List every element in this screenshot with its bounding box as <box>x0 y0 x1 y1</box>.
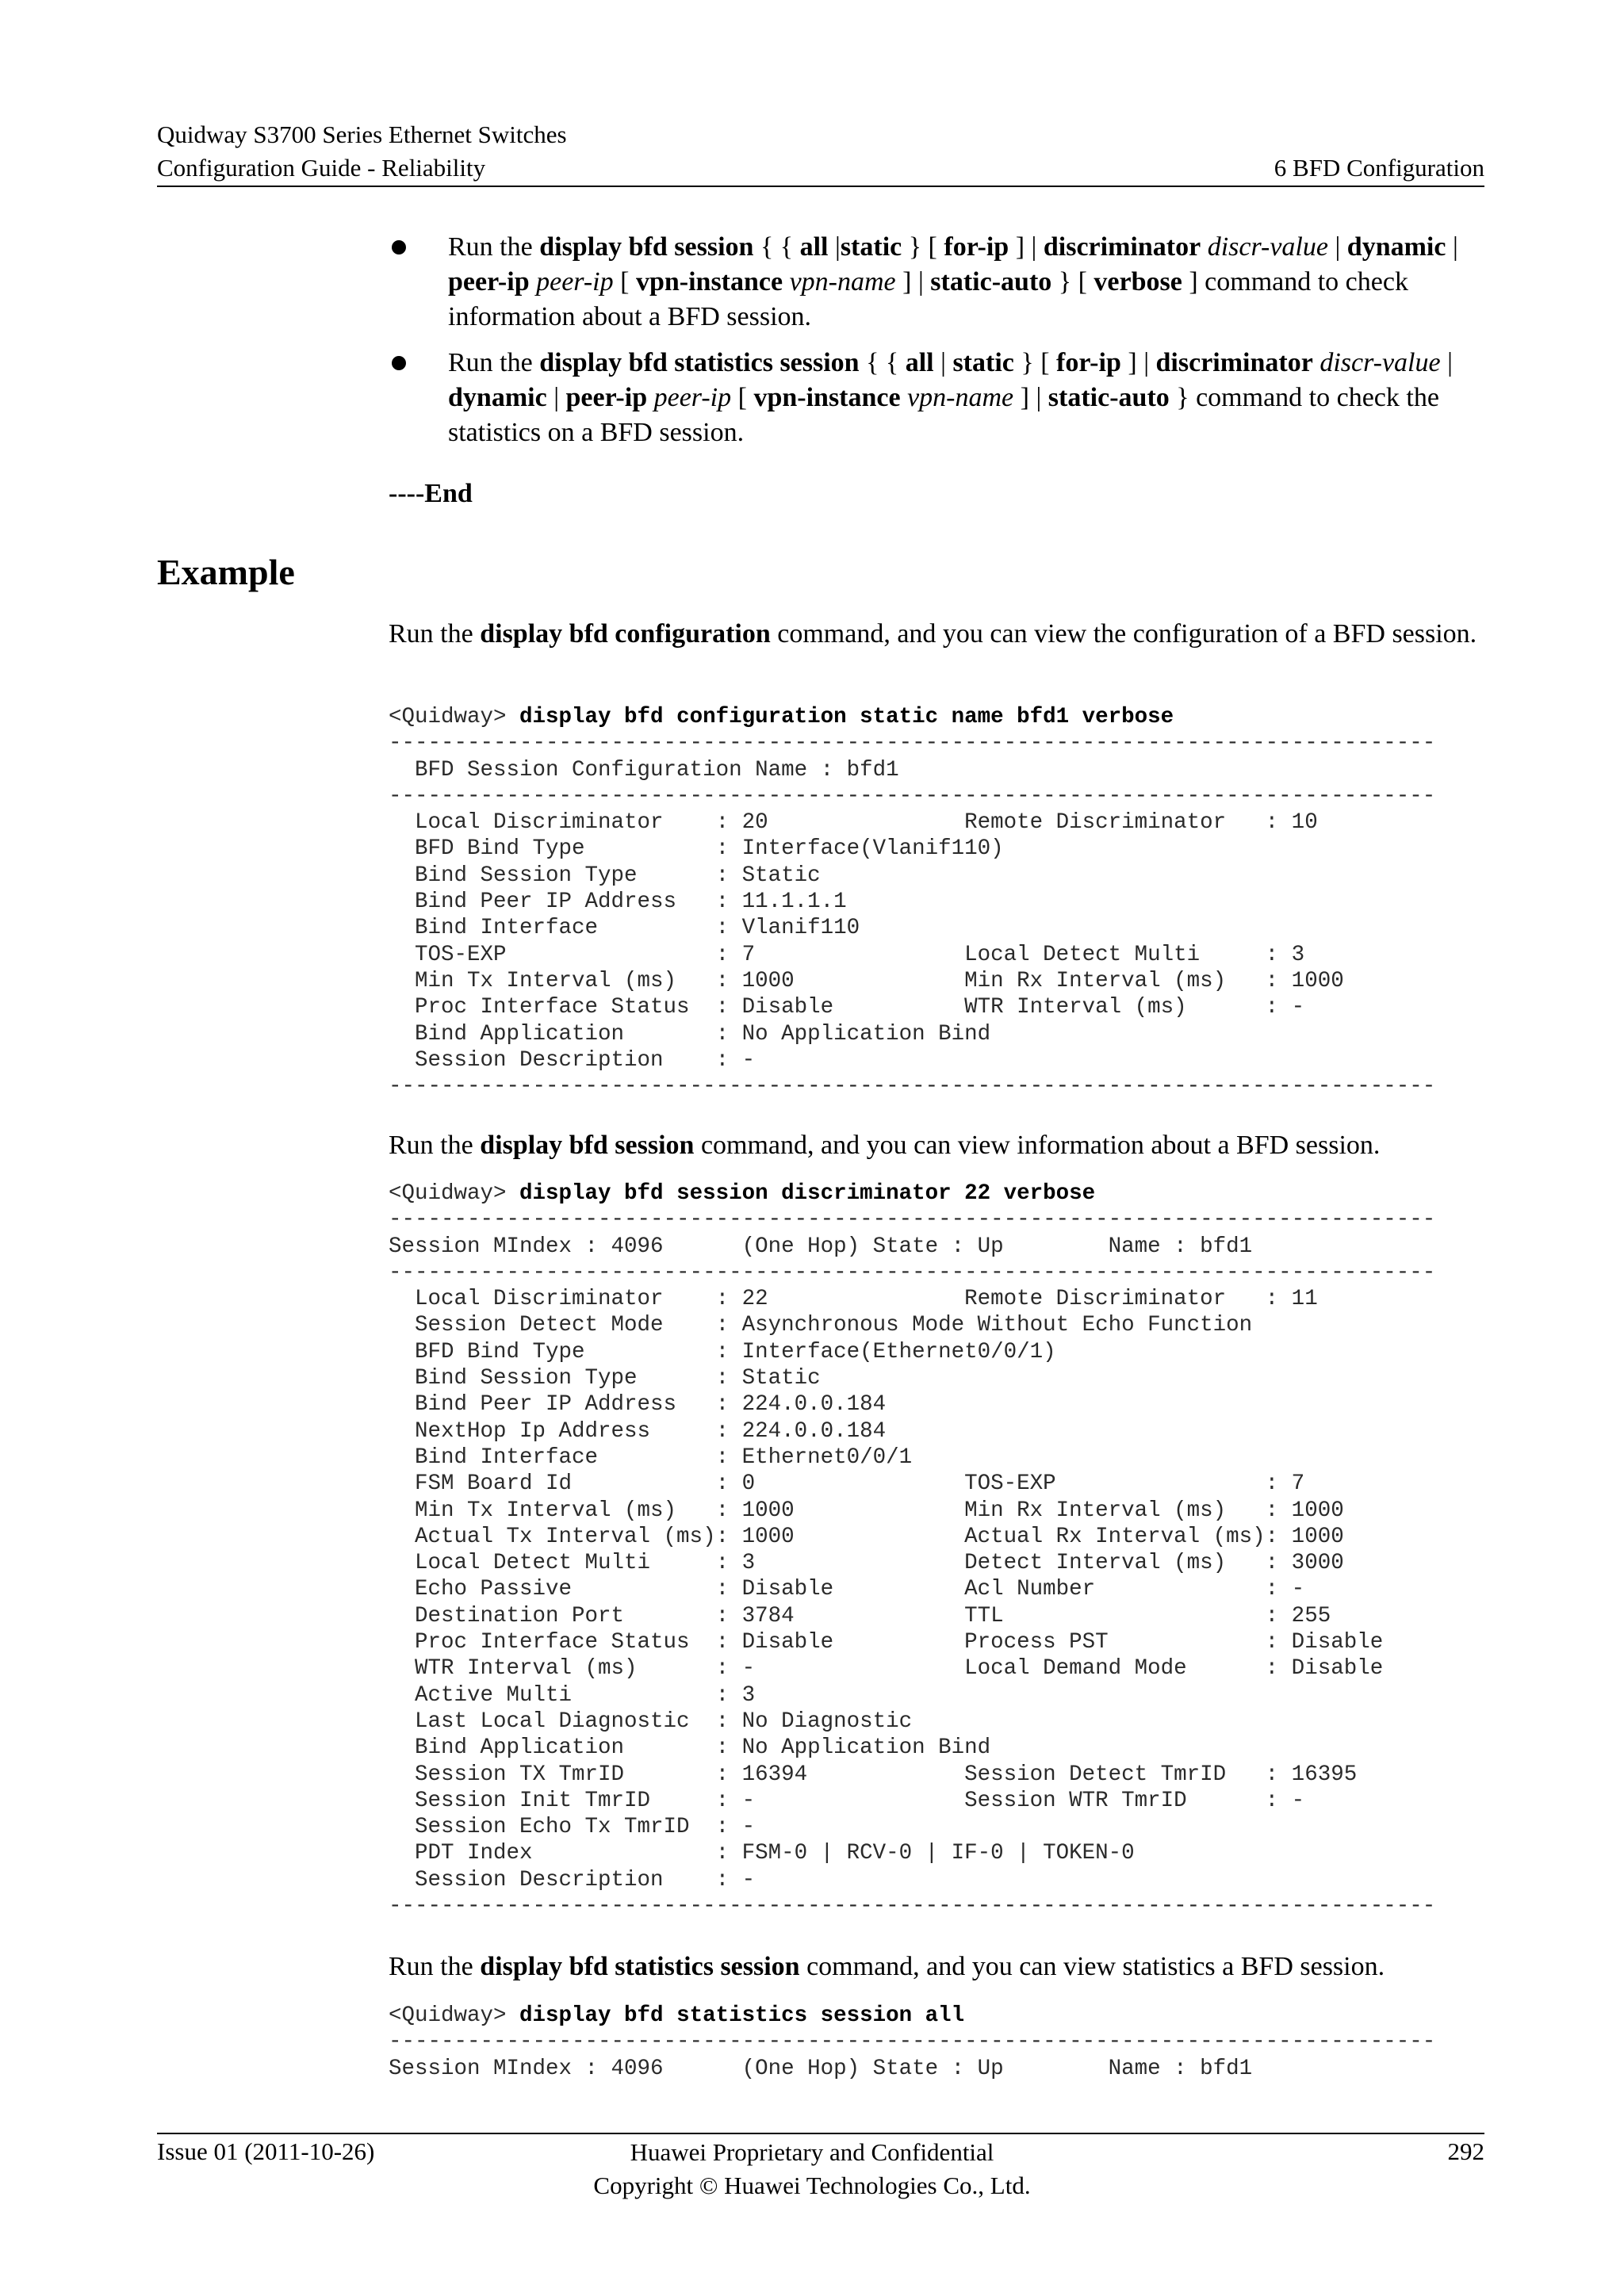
bold-keyword: static <box>952 348 1014 377</box>
output-line: TOS-EXP : 7 Local Detect Multi : 3 <box>389 942 1305 967</box>
text-run: | <box>1440 348 1453 377</box>
code-block-session <box>389 1181 1435 1919</box>
text-run <box>1201 232 1208 262</box>
procedure-end-mark: ----End <box>389 479 473 508</box>
text-run: ] command to check information about a BFD session. <box>448 267 1408 331</box>
output-line: BFD Session Configuration Name : bfd1 <box>389 757 899 783</box>
output-line: Session Echo Tx TmrID : - <box>389 1815 756 1840</box>
example-paragraph-configuration <box>389 617 1486 652</box>
text-run: command, and you can view information about a BFD session. <box>694 1131 1381 1160</box>
command-line <box>389 2003 1435 2029</box>
output-line: WTR Interval (ms) : - Local Demand Mode : Disable <box>389 1656 1384 1682</box>
text-run: ] | <box>1009 232 1044 262</box>
bold-keyword: display bfd statistics session <box>539 348 860 377</box>
bold-keyword: static-auto <box>930 267 1052 297</box>
footer-copyright: Copyright © Huawei Technologies Co., Ltd. <box>593 2172 1031 2199</box>
command-prompt: <Quidway> <box>389 1181 520 1206</box>
example-paragraph-session <box>389 1128 1486 1163</box>
text-run: Run the <box>448 232 540 262</box>
command-text: display bfd configuration static name bfd1 verbose <box>519 705 1174 729</box>
bullet-dot-icon <box>392 356 406 370</box>
bold-keyword: peer-ip <box>565 383 648 412</box>
output-line: Bind Peer IP Address : 224.0.0.184 <box>389 1392 887 1418</box>
output-line: Min Tx Interval (ms) : 1000 Min Rx Interval (ms) : 1000 <box>389 1498 1344 1523</box>
text-run <box>901 383 908 412</box>
command-text: display bfd session discriminator 22 verbose <box>519 1181 1096 1206</box>
text-run: | <box>828 232 841 262</box>
output-line: Actual Tx Interval (ms): 1000 Actual Rx Interval (ms): 1000 <box>389 1524 1344 1549</box>
bold-keyword: discriminator <box>1155 348 1313 377</box>
output-line: Session MIndex : 4096 (One Hop) State : Up Name : bfd1 <box>389 1234 1253 1259</box>
bullet-item <box>389 230 1486 335</box>
output-line: Session Detect Mode : Asynchronous Mode Without Echo Function <box>389 1313 1253 1338</box>
output-line: Local Discriminator : 20 Remote Discriminator : 10 <box>389 810 1318 836</box>
output-line: PDT Index : FSM-0 | RCV-0 | IF-0 | TOKEN-0 <box>389 1841 1135 1866</box>
code-block-statistics <box>389 2003 1435 2082</box>
italic-parameter: vpn-name <box>789 267 896 297</box>
output-line: BFD Bind Type : Interface(Ethernet0/0/1) <box>389 1339 1056 1364</box>
bold-keyword: dynamic <box>1346 232 1446 262</box>
text-run: ] | <box>1120 348 1156 377</box>
italic-parameter: discr-value <box>1207 232 1328 262</box>
text-run: Run the <box>389 619 481 649</box>
bold-keyword: peer-ip <box>448 267 530 297</box>
command-line <box>389 704 1435 730</box>
bold-keyword: display bfd session <box>539 232 754 262</box>
command-prompt: <Quidway> <box>389 705 520 729</box>
bold-keyword: for-ip <box>944 232 1009 262</box>
output-line: -------------------------------------------------------------------------------- <box>389 1260 1436 1285</box>
text-run: ] | <box>1013 383 1048 412</box>
output-line: Destination Port : 3784 TTL : 255 <box>389 1603 1331 1628</box>
output-line: Session Description : - <box>389 1867 756 1892</box>
output-line: Proc Interface Status : Disable Process PST : Disable <box>389 1630 1384 1655</box>
output-line: Session Description : - <box>389 1047 756 1073</box>
output-line: Session Init TmrID : - Session WTR TmrID : - <box>389 1788 1305 1813</box>
italic-parameter: vpn-name <box>907 383 1014 412</box>
text-run: } [ <box>1051 267 1094 297</box>
output-line: -------------------------------------------------------------------------------- <box>389 1074 1436 1100</box>
bullet-dot-icon <box>392 240 406 254</box>
output-line: Min Tx Interval (ms) : 1000 Min Rx Interval (ms) : 1000 <box>389 968 1344 993</box>
text-run: | <box>1327 232 1347 262</box>
text-run: | <box>933 348 953 377</box>
text-run: | <box>1446 232 1458 262</box>
output-line: Bind Interface : Ethernet0/0/1 <box>389 1445 913 1470</box>
output-line: Bind Peer IP Address : 11.1.1.1 <box>389 890 847 915</box>
output-line: Last Local Diagnostic : No Diagnostic <box>389 1709 913 1734</box>
output-line: Bind Session Type : Static <box>389 1366 821 1391</box>
header-rule <box>157 186 1484 187</box>
text-run: [ <box>613 267 636 297</box>
output-line: BFD Bind Type : Interface(Vlanif110) <box>389 836 1004 862</box>
italic-parameter: peer-ip <box>653 383 732 412</box>
footer-confidential: Huawei Proprietary and Confidential <box>630 2138 994 2166</box>
text-run: } command to check the statistics on a BFD session. <box>448 383 1439 447</box>
output-line: -------------------------------------------------------------------------------- <box>389 1207 1436 1233</box>
output-line: Local Discriminator : 22 Remote Discriminator : 11 <box>389 1287 1318 1312</box>
bold-keyword: static-auto <box>1048 383 1170 412</box>
output-line: Local Detect Multi : 3 Detect Interval (ms) : 3000 <box>389 1551 1344 1576</box>
output-line: Bind Interface : Vlanif110 <box>389 916 860 941</box>
bold-keyword: verbose <box>1094 267 1182 297</box>
output-line: Echo Passive : Disable Acl Number : - <box>389 1577 1305 1602</box>
output-line: -------------------------------------------------------------------------------- <box>389 2030 1436 2055</box>
output-line: -------------------------------------------------------------------------------- <box>389 783 1436 809</box>
footer-page-number: 292 <box>1447 2137 1484 2165</box>
text-run: Run the <box>448 348 540 377</box>
text-run: command, and you can view the configuration of a BFD session. <box>770 619 1477 649</box>
bold-keyword: display bfd statistics session <box>480 1952 800 1981</box>
bold-keyword: vpn-instance <box>635 267 783 297</box>
command-line <box>389 1181 1435 1207</box>
footer-rule <box>157 2133 1484 2134</box>
text-run: } [ <box>1013 348 1057 377</box>
text-run <box>530 267 537 297</box>
text-run: [ <box>731 383 754 412</box>
command-text: display bfd statistics session all <box>519 2003 965 2028</box>
output-line: Session MIndex : 4096 (One Hop) State : Up Name : bfd1 <box>389 2056 1253 2081</box>
bullet-item <box>389 346 1486 450</box>
output-line: Proc Interface Status : Disable WTR Interval (ms) : - <box>389 995 1305 1020</box>
output-line: NextHop Ip Address : 224.0.0.184 <box>389 1418 887 1444</box>
italic-parameter: discr-value <box>1320 348 1441 377</box>
bold-keyword: all <box>905 348 934 377</box>
bullet-text <box>448 348 1453 447</box>
output-line: FSM Board Id : 0 TOS-EXP : 7 <box>389 1471 1305 1497</box>
output-line: Bind Application : No Application Bind <box>389 1735 991 1761</box>
text-run: Run the <box>389 1131 481 1160</box>
bold-keyword: static <box>840 232 902 262</box>
footer-center <box>0 2136 1624 2202</box>
text-run: { { <box>859 348 906 377</box>
code-block-configuration <box>389 704 1435 1100</box>
italic-parameter: peer-ip <box>536 267 614 297</box>
text-run: { { <box>753 232 800 262</box>
text-run: ] | <box>895 267 931 297</box>
output-line: -------------------------------------------------------------------------------- <box>389 1894 1436 1919</box>
text-run: } [ <box>902 232 944 262</box>
bold-keyword: display bfd session <box>480 1131 695 1160</box>
text-run <box>647 383 654 412</box>
command-bullet-list <box>389 230 1486 461</box>
bullet-text <box>448 232 1458 331</box>
bold-keyword: display bfd configuration <box>480 619 771 649</box>
text-run: | <box>546 383 566 412</box>
example-paragraph-statistics <box>389 1950 1486 1984</box>
text-run: command, and you can view statistics a BFD session. <box>799 1952 1385 1981</box>
output-line: Active Multi : 3 <box>389 1682 756 1708</box>
output-line: Bind Application : No Application Bind <box>389 1021 991 1047</box>
bold-keyword: discriminator <box>1043 232 1201 262</box>
bold-keyword: all <box>799 232 829 262</box>
header-chapter: 6 BFD Configuration <box>1274 154 1484 182</box>
bold-keyword: for-ip <box>1056 348 1121 377</box>
text-run <box>783 267 790 297</box>
text-run: Run the <box>389 1952 481 1981</box>
footer-issue: Issue 01 (2011-10-26) <box>157 2137 375 2165</box>
output-line: Bind Session Type : Static <box>389 863 821 888</box>
command-prompt: <Quidway> <box>389 2003 520 2028</box>
bold-keyword: dynamic <box>448 383 547 412</box>
bold-keyword: vpn-instance <box>753 383 901 412</box>
output-line: -------------------------------------------------------------------------------- <box>389 731 1436 756</box>
section-heading-example: Example <box>157 552 295 592</box>
header-guide-title: Configuration Guide - Reliability <box>157 154 486 182</box>
output-line: Session TX TmrID : 16394 Session Detect TmrID : 16395 <box>389 1762 1358 1787</box>
header-document-title: Quidway S3700 Series Ethernet Switches <box>157 121 567 148</box>
